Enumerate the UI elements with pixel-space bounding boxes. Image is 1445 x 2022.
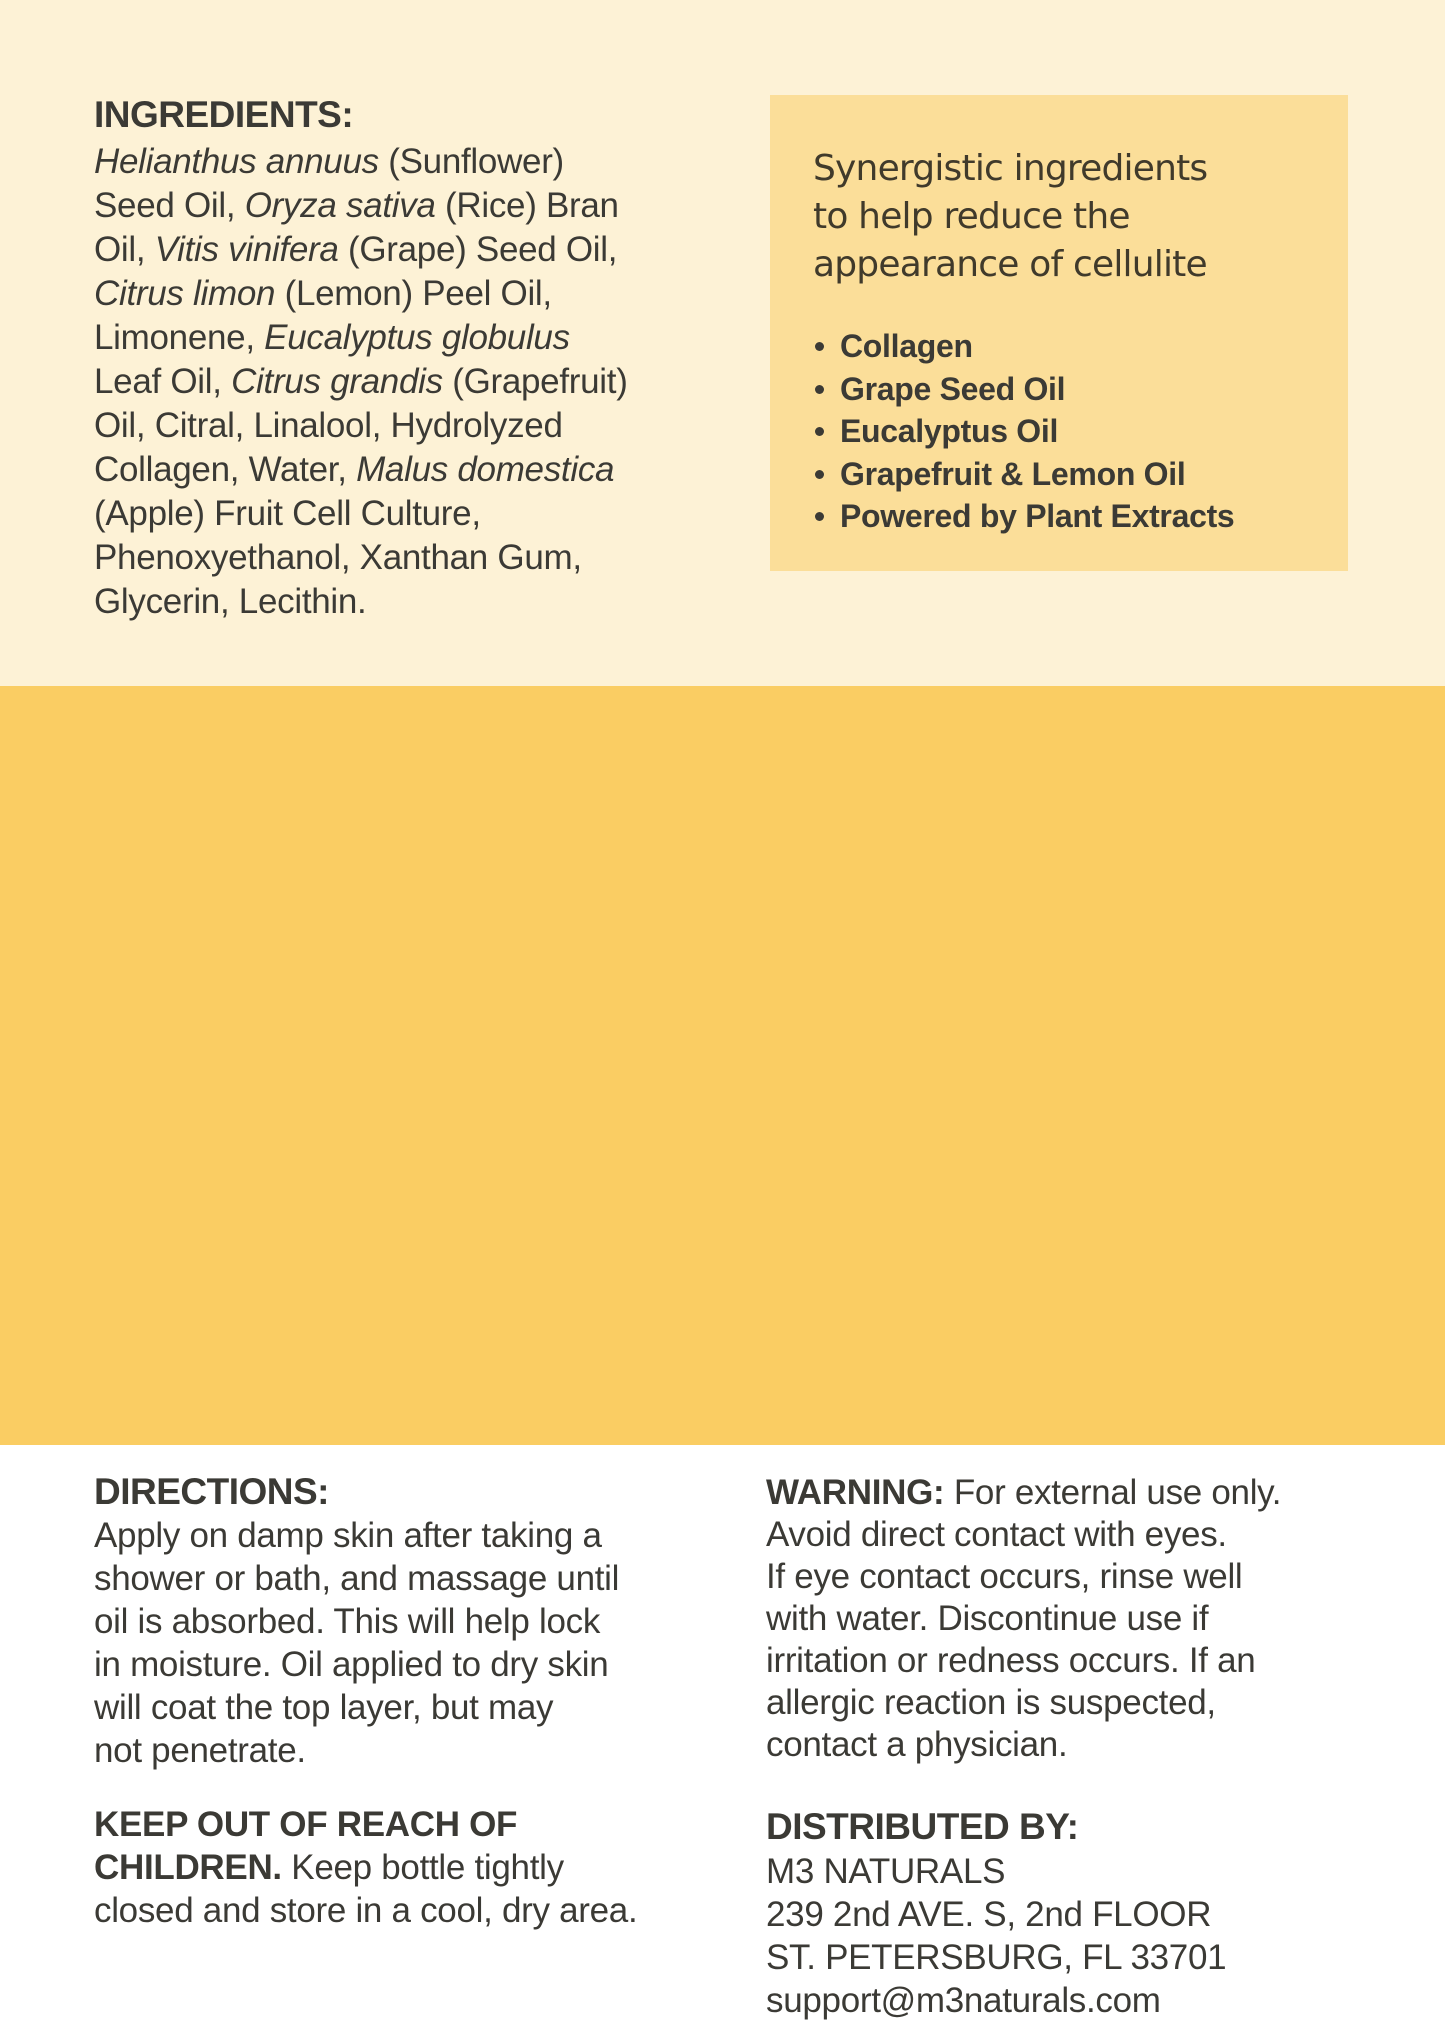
bottom-panel	[0, 686, 1445, 2020]
text-line: not penetrate.	[94, 1731, 306, 1770]
ingredients-heading: INGREDIENTS:	[94, 94, 354, 135]
text-line: irritation or redness occurs. If an	[766, 1641, 1256, 1680]
directions-text	[94, 1514, 619, 1772]
text-line: oil is absorbed. This will help lock	[94, 1602, 601, 1641]
bullet-item: Powered by Plant Extracts	[813, 495, 1234, 538]
text-line: Citrus limon (Lemon) Peel Oil,	[94, 274, 552, 313]
text-line: WARNING: For external use only.	[766, 1473, 1282, 1512]
distributed-by-heading: DISTRIBUTED BY:	[766, 1806, 1079, 1847]
text-line: appearance of cellulite	[813, 244, 1207, 285]
text-line: Oil, Vitis vinifera (Grape) Seed Oil,	[94, 230, 618, 269]
text-line: will coat the top layer, but may	[94, 1688, 554, 1727]
keep-out-of-reach-text	[94, 1803, 637, 1932]
text-line: in moisture. Oil applied to dry skin	[94, 1645, 609, 1684]
text-line: with water. Discontinue use if	[766, 1599, 1209, 1638]
text-line: Avoid direct contact with eyes.	[766, 1515, 1227, 1554]
text-line: Oil, Citral, Linalool, Hydrolyzed	[94, 406, 563, 445]
ingredients-text	[94, 140, 628, 624]
text-line: contact a physician.	[766, 1725, 1068, 1764]
synergy-bullet-list	[813, 325, 1234, 538]
text-line: CHILDREN. Keep bottle tightly	[94, 1848, 564, 1887]
synergy-callout-box	[770, 95, 1348, 571]
text-line: Leaf Oil, Citrus grandis (Grapefruit)	[94, 362, 628, 401]
text-line: Helianthus annuus (Sunflower)	[94, 142, 564, 181]
text-line: Limonene, Eucalyptus globulus	[94, 318, 570, 357]
text-line: 239 2nd AVE. S, 2nd FLOOR	[766, 1895, 1212, 1934]
text-line: to help reduce the	[813, 196, 1130, 237]
text-line: Seed Oil, Oryza sativa (Rice) Bran	[94, 186, 619, 225]
text-line: Synergistic ingredients	[813, 148, 1208, 189]
text-line: M3 NATURALS	[766, 1852, 1006, 1891]
bullet-item: Grape Seed Oil	[813, 368, 1234, 411]
text-line: Phenoxyethanol, Xanthan Gum,	[94, 538, 582, 577]
text-line: KEEP OUT OF REACH OF	[94, 1805, 518, 1844]
text-line: Apply on damp skin after taking a	[94, 1516, 602, 1555]
text-line: allergic reaction is suspected,	[766, 1683, 1216, 1722]
text-line: ST. PETERSBURG, FL 33701	[766, 1938, 1227, 1977]
text-line: support@m3naturals.com	[766, 1981, 1161, 2020]
warning-text	[766, 1472, 1281, 1766]
text-line: If eye contact occurs, rinse well	[766, 1557, 1243, 1596]
bullet-item: Eucalyptus Oil	[813, 410, 1234, 453]
text-line: Glycerin, Lecithin.	[94, 582, 367, 621]
text-line: Collagen, Water, Malus domestica	[94, 450, 615, 489]
text-line: shower or bath, and massage until	[94, 1559, 620, 1598]
bullet-item: Grapefruit & Lemon Oil	[813, 453, 1234, 496]
text-line: (Apple) Fruit Cell Culture,	[94, 494, 481, 533]
directions-heading: DIRECTIONS:	[94, 1471, 329, 1512]
bullet-item: Collagen	[813, 325, 1234, 368]
text-line: closed and store in a cool, dry area.	[94, 1891, 638, 1930]
distributed-by-text	[766, 1850, 1226, 2022]
synergy-heading	[813, 145, 1207, 289]
